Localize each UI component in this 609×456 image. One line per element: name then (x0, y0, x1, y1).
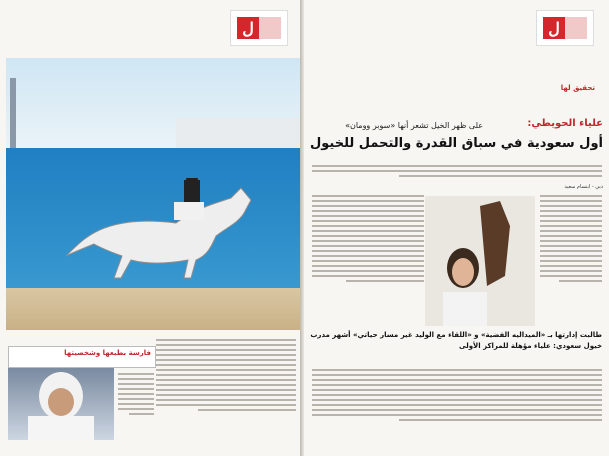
magazine-logo (536, 10, 594, 46)
magazine-logo (230, 10, 288, 46)
sidebar-box-header (8, 346, 156, 368)
body-column-1 (312, 192, 424, 326)
logo-mark: ل (237, 17, 259, 39)
pull-quote: طالبت إدارتها بـ «الميداليه الفضية» و «اللقاء مع الوليد غير مسار حياتي» أشهر مدرب خيول سعودي: علياء مؤهلة للمراكز الأولى (310, 331, 602, 350)
horse-illustration (66, 178, 276, 288)
section-label: تحقيق لها (560, 84, 595, 92)
bottom-body-text (312, 366, 602, 450)
left-page (0, 0, 301, 456)
intro-paragraph (312, 162, 602, 184)
man-portrait-photo (8, 368, 114, 440)
byline: دبي - ابتسام سعيد (564, 184, 603, 190)
body-column-2 (540, 192, 602, 326)
logo-mark: ل (543, 17, 565, 39)
subject-name: علياء الحويطي: (527, 118, 603, 129)
sidebar-box-title: فارسة بطبعها وشخصيتها (64, 349, 151, 357)
sidebar-text (118, 370, 154, 440)
tower (10, 78, 16, 148)
left-column-text (156, 336, 296, 446)
woman-with-horse-photo (425, 196, 535, 326)
horse-rider-photo (6, 58, 301, 330)
main-headline: أول سعودية في سباق القدرة والتحمل للخيول (309, 136, 603, 151)
skyline (176, 118, 301, 148)
headline-kicker: على ظهر الخيل تشعر أنها «سوبر وومان» (345, 121, 483, 130)
